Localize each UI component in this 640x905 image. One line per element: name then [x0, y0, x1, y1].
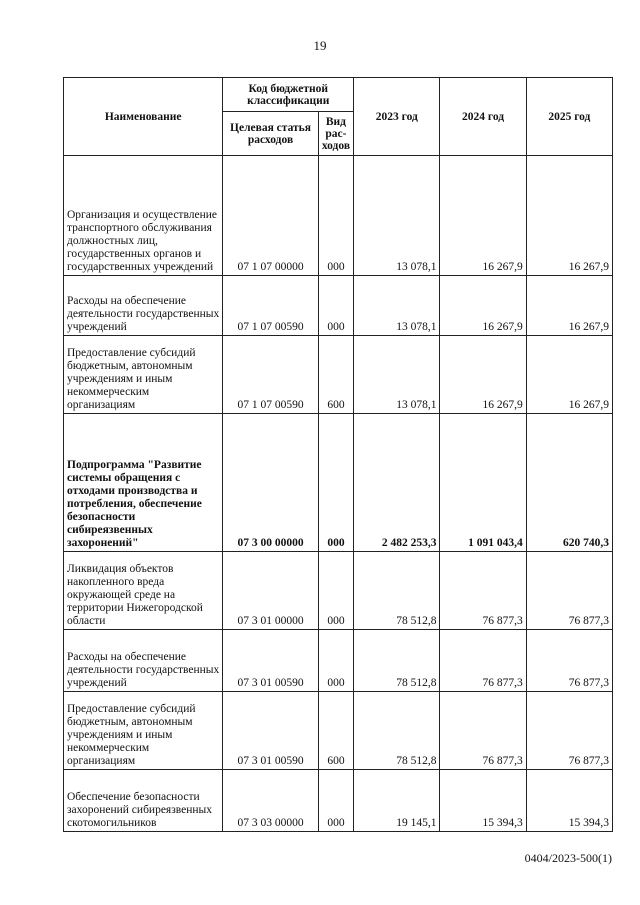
row-expense-type-cell: 000: [318, 770, 354, 832]
table-row: [64, 630, 613, 692]
row-2024-cell: 15 394,3: [440, 770, 526, 832]
header-name: Наименование: [64, 78, 223, 156]
row-2023-cell: 78 512,8: [354, 630, 440, 692]
row-2023-cell: 78 512,8: [354, 692, 440, 770]
row-target-article-cell: 07 3 00 00000: [223, 414, 318, 552]
row-expense-type-cell: 000: [318, 552, 354, 630]
row-2023-cell: 19 145,1: [354, 770, 440, 832]
table-row: [64, 156, 613, 276]
row-name-cell: Ликвидация объектов накопленного вреда окружающей среде на территории Нижегородской области: [64, 552, 223, 630]
row-2023-cell: 2 482 253,3: [354, 414, 440, 552]
row-name-cell: Предоставление субсидий бюджетным, автономным учреждениям и иным некоммерческим организациям: [64, 336, 223, 414]
row-2023-cell: 13 078,1: [354, 276, 440, 336]
row-expense-type-cell: 600: [318, 692, 354, 770]
row-name-cell: Расходы на обеспечение деятельности государственных учреждений: [64, 276, 223, 336]
row-2023-cell: 13 078,1: [354, 336, 440, 414]
table-row: [64, 276, 613, 336]
row-2023-cell: 78 512,8: [354, 552, 440, 630]
row-2025-cell: 16 267,9: [526, 276, 612, 336]
row-2025-cell: 16 267,9: [526, 156, 612, 276]
row-target-article-cell: 07 1 07 00000: [223, 156, 318, 276]
row-expense-type-cell: 600: [318, 336, 354, 414]
row-2024-cell: 76 877,3: [440, 630, 526, 692]
row-2023-cell: 13 078,1: [354, 156, 440, 276]
row-2025-cell: 15 394,3: [526, 770, 612, 832]
header-expense-type: Вид рас- ходов: [318, 112, 354, 156]
row-2025-cell: 16 267,9: [526, 336, 612, 414]
row-2024-cell: 16 267,9: [440, 156, 526, 276]
row-expense-type-cell: 000: [318, 630, 354, 692]
row-name-cell: Предоставление субсидий бюджетным, автономным учреждениям и иным некоммерческим организациям: [64, 692, 223, 770]
row-name-cell: Обеспечение безопасности захоронений сибиреязвенных скотомогильников: [64, 770, 223, 832]
row-expense-type-cell: 000: [318, 276, 354, 336]
row-2024-cell: 16 267,9: [440, 336, 526, 414]
page-number: 19: [313, 38, 327, 53]
header-target-article: Целевая статья расходов: [223, 112, 318, 156]
header-code-group: Код бюджетной классификации: [223, 78, 354, 112]
row-target-article-cell: 07 3 03 00000: [223, 770, 318, 832]
row-target-article-cell: 07 1 07 00590: [223, 276, 318, 336]
row-2025-cell: 76 877,3: [526, 692, 612, 770]
row-name-cell: Подпрограмма "Развитие системы обращения с отходами производства и потребления, обеспечение безопасности сибиреязвенных захоронений": [64, 414, 223, 552]
row-target-article-cell: 07 3 01 00590: [223, 630, 318, 692]
row-expense-type-cell: 000: [318, 414, 354, 552]
row-2024-cell: 16 267,9: [440, 276, 526, 336]
header-year-2023: 2023 год: [354, 78, 440, 156]
row-2025-cell: 620 740,3: [526, 414, 612, 552]
table-row: [64, 770, 613, 832]
table-header: [64, 78, 613, 156]
table-row: [64, 336, 613, 414]
row-2024-cell: 76 877,3: [440, 552, 526, 630]
row-target-article-cell: 07 3 01 00590: [223, 692, 318, 770]
row-2024-cell: 76 877,3: [440, 692, 526, 770]
row-name-cell: Расходы на обеспечение деятельности государственных учреждений: [64, 630, 223, 692]
header-year-2024: 2024 год: [440, 78, 526, 156]
row-target-article-cell: 07 3 01 00000: [223, 552, 318, 630]
table-row: [64, 552, 613, 630]
row-2025-cell: 76 877,3: [526, 630, 612, 692]
budget-table: [63, 77, 613, 832]
row-name-cell: Организация и осуществление транспортного обслуживания должностных лиц, государственных органов и государственных учреждений: [64, 156, 223, 276]
row-expense-type-cell: 000: [318, 156, 354, 276]
row-2024-cell: 1 091 043,4: [440, 414, 526, 552]
table-row: [64, 692, 613, 770]
header-year-2025: 2025 год: [526, 78, 612, 156]
document-code: 0404/2023-500(1): [524, 851, 612, 865]
row-target-article-cell: 07 1 07 00590: [223, 336, 318, 414]
table-body: [64, 156, 613, 832]
table-row: [64, 414, 613, 552]
row-2025-cell: 76 877,3: [526, 552, 612, 630]
